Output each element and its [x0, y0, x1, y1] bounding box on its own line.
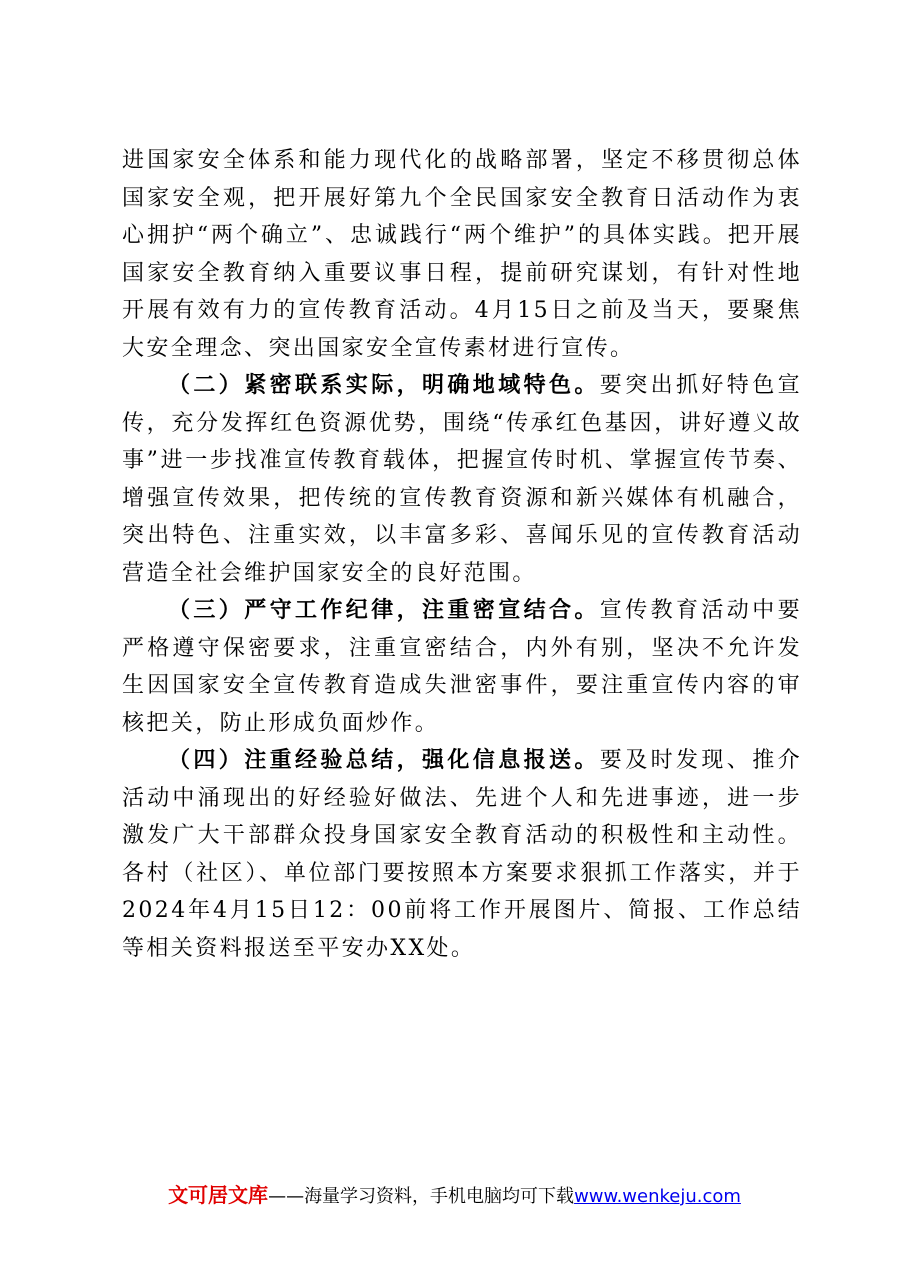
section-heading-4: （四）注重经验总结，强化信息报送。 [168, 747, 600, 773]
footer-brand: 文可居文库 [168, 1183, 269, 1207]
document-body [122, 142, 802, 967]
footer-url-link[interactable]: www.wenkeju.com [574, 1186, 741, 1207]
paragraph-text: 进国家安全体系和能力现代化的战略部署，坚定不移贯彻总体国家安全观，把开展好第九个全民国家安全教育日活动作为衷心拥护“两个确立”、忠诚践行“两个维护”的具体实践。把开展国家安全教育纳入重要议事日程，提前研究谋划，有针对性地开展有效有力的宣传教育活动。4月15日之前及当天，要聚焦大安全理念、突出国家安全宣传素材进行宣传。 [122, 148, 802, 361]
paragraph-text: 宣传教育活动中要严格遵守保密要求，注重宣密结合，内外有别，坚决不允许发生因国家安全宣传教育造成失泄密事件，要注重宣传内容的审核把关，防止形成负面炒作。 [122, 598, 802, 736]
paragraph-text: 要突出抓好特色宣传，充分发挥红色资源优势，围绕“传承红色基因，讲好遵义故事”进一步找准宣传教育载体，把握宣传时机、掌握宣传节奏、增强宣传效果，把传统的宣传教育资源和新兴媒体有机融合，突出特色、注重实效，以丰富多彩、喜闻乐见的宣传教育活动营造全社会维护国家安全的良好范围。 [122, 373, 802, 586]
section-heading-3: （三）严守工作纪律，注重密宣结合。 [168, 597, 600, 623]
footer-slogan: 海量学习资料，手机电脑均可下载 [304, 1186, 575, 1207]
paragraph-section-4 [122, 742, 802, 967]
footer-banner [0, 1180, 909, 1212]
paragraph-section-2 [122, 367, 802, 592]
paragraph-text: 要及时发现、推介活动中涌现出的好经验好做法、先进个人和先进事迹，进一步激发广大干部群众投身国家安全教育活动的积极性和主动性。各村（社区）、单位部门要按照本方案要求狠抓工作落实，并于2024年4月15日12：00前将工作开展图片、简报、工作总结等相关资料报送至平安办XX处。 [122, 748, 802, 961]
paragraph-continuation [122, 142, 802, 367]
footer-dash: —— [268, 1186, 305, 1207]
paragraph-section-3 [122, 592, 802, 742]
section-heading-2: （二）紧密联系实际，明确地域特色。 [168, 372, 600, 398]
